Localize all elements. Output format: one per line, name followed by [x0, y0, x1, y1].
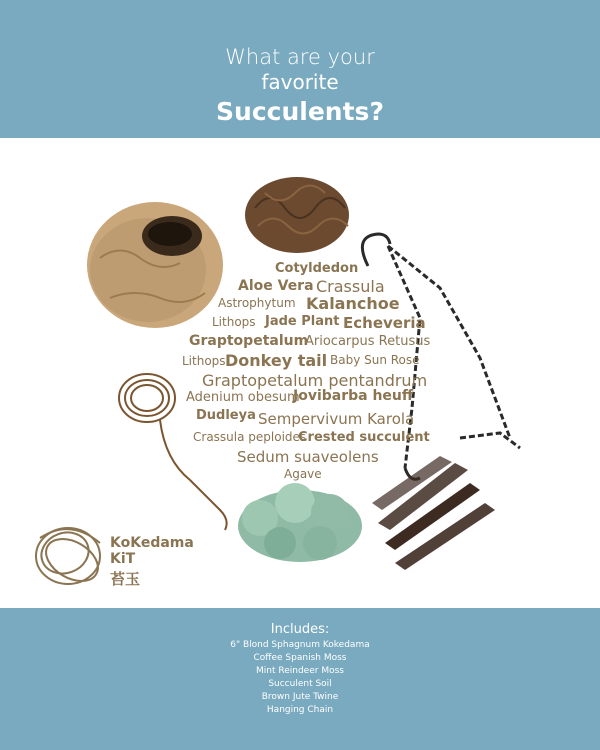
succulent-name: Lithops: [182, 354, 226, 368]
succulent-name: Jade Plant: [265, 314, 340, 329]
includes-banner: [0, 608, 600, 750]
brand-line1: KoKedama: [110, 535, 194, 551]
soil-image: [372, 456, 495, 570]
succulent-name: Dudleya: [196, 408, 256, 423]
succulent-name: Donkey tail: [225, 351, 328, 370]
brand-line3: 苔玉: [110, 570, 141, 588]
brand-line2: KiT: [110, 551, 136, 567]
header-line1: What are your: [225, 45, 375, 69]
header-title: Succulents?: [216, 97, 384, 126]
includes-item: Hanging Chain: [266, 705, 334, 715]
succulent-name: Astrophytum: [218, 296, 296, 310]
includes-item: Succulent Soil: [268, 679, 332, 689]
succulent-name: Echeveria: [343, 314, 426, 332]
succulent-name: Graptopetalum pentandrum: [202, 371, 428, 390]
succulent-name: Kalanchoe: [306, 294, 400, 313]
header-line2: favorite: [261, 70, 339, 94]
succulent-name: Ariocarpus Retusus: [305, 334, 431, 349]
succulent-name: Agave: [284, 467, 322, 481]
moss-ball-image: [87, 202, 223, 328]
succulent-name: Graptopetalum: [189, 333, 309, 349]
reindeer-moss-image: [238, 483, 362, 562]
includes-item: Coffee Spanish Moss: [253, 653, 347, 663]
succulent-name: Crassula peploides: [193, 430, 307, 444]
includes-title: Includes:: [270, 622, 330, 637]
succulent-name: Aloe Vera: [238, 278, 314, 294]
succulent-name: Cotyldedon: [275, 261, 359, 276]
succulent-name: Baby Sun Rose: [330, 353, 420, 367]
includes-item: 6" Blond Sphagnum Kokedama: [230, 640, 370, 650]
spanish-moss-image: [245, 177, 349, 253]
kokedama-logo-icon: [36, 526, 106, 590]
includes-item: Mint Reindeer Moss: [256, 666, 344, 676]
succulent-name: Lithops: [212, 315, 256, 329]
succulent-name: Jovibarba heuff: [293, 388, 414, 404]
succulent-name: Crassula: [316, 277, 385, 296]
includes-list: [0, 639, 600, 717]
succulent-name: Sempervivum Karola: [258, 410, 415, 428]
includes-item: Brown Jute Twine: [261, 692, 339, 702]
succulent-name: Crested succulent: [298, 430, 430, 445]
succulent-name: Adenium obesum: [186, 390, 300, 405]
main-area: [0, 138, 600, 608]
header-banner: [0, 0, 600, 138]
succulent-name: Sedum suaveolens: [237, 448, 379, 466]
